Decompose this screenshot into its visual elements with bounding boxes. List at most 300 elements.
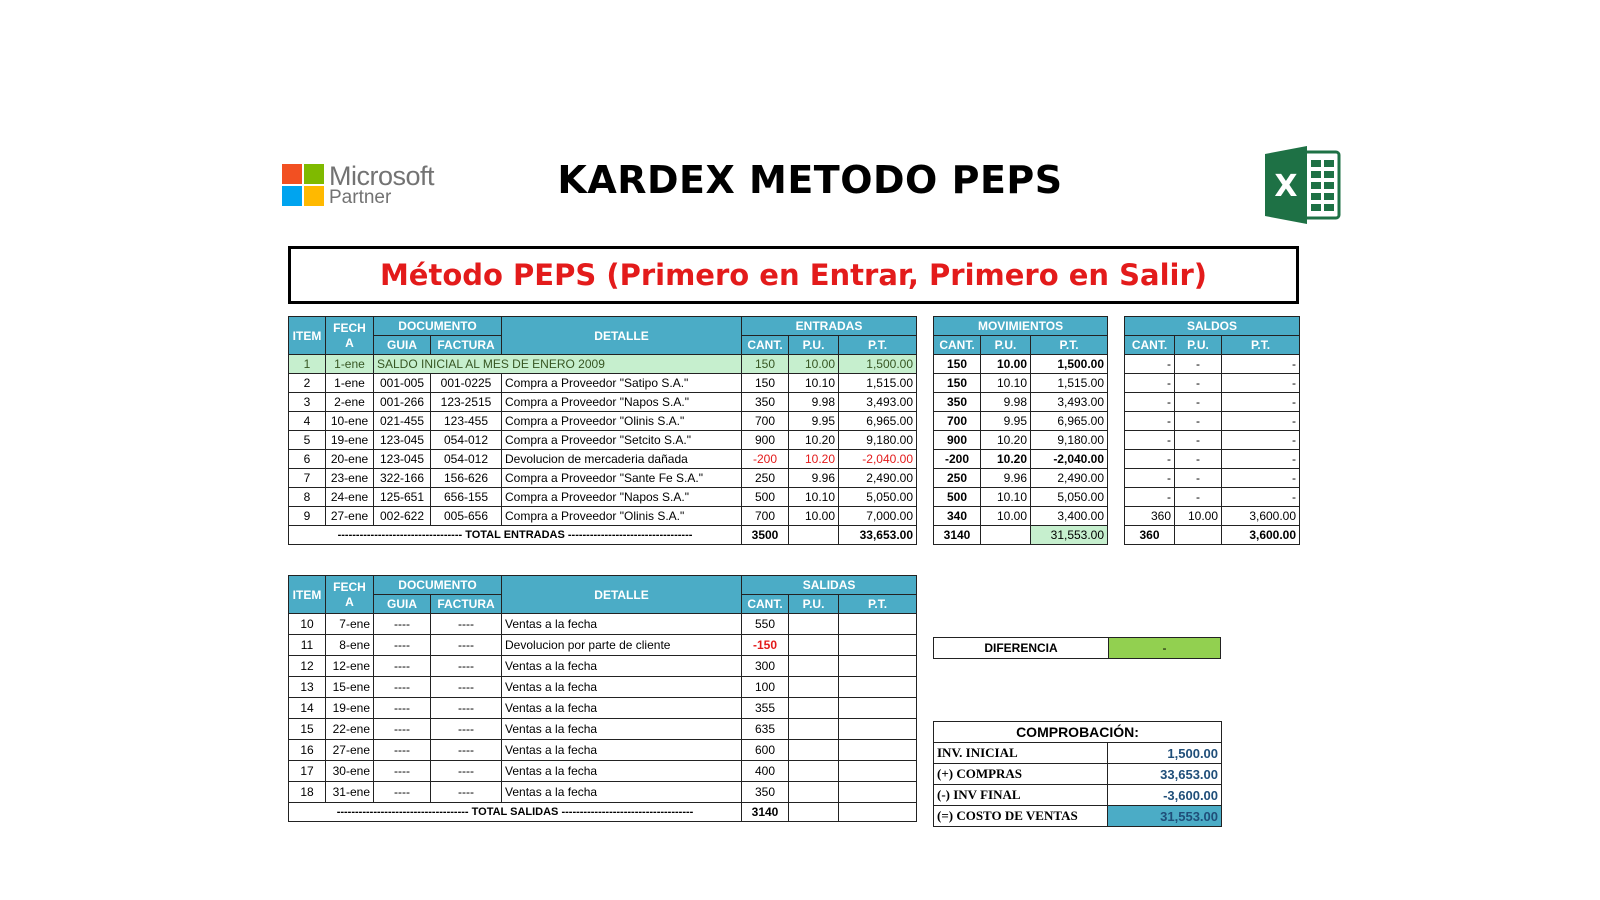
cell-pt: -	[1222, 488, 1300, 507]
cell-pt: 3,493.00	[839, 393, 917, 412]
cell-cant: -	[1125, 488, 1175, 507]
cell-pu: 10.10	[981, 488, 1031, 507]
total-movimientos-cant: 3140	[934, 526, 981, 545]
cell-cant: -150	[742, 635, 789, 656]
cell-pt: 3,400.00	[1031, 507, 1108, 526]
total-entradas-pt: 33,653.00	[839, 526, 917, 545]
cell-pt: -2,040.00	[839, 450, 917, 469]
cell-pt	[839, 782, 917, 803]
cell-pt: -2,040.00	[1031, 450, 1108, 469]
header-pt: P.T.	[1222, 336, 1300, 355]
cell-item: 6	[289, 450, 326, 469]
cell-factura: ----	[431, 761, 502, 782]
comp-label: (-) INV FINAL	[934, 785, 1108, 806]
cell-cant: 635	[742, 719, 789, 740]
header-item: ITEM	[289, 576, 326, 614]
cell-fecha: 27-ene	[326, 740, 374, 761]
table-row	[289, 393, 917, 412]
cell-pt	[839, 677, 917, 698]
cell-guia: 001-266	[374, 393, 431, 412]
cell-guia: 002-622	[374, 507, 431, 526]
cell-pt: 7,000.00	[839, 507, 917, 526]
cell-factura: 123-455	[431, 412, 502, 431]
cell-pu: 10.00	[981, 355, 1031, 374]
cell-cant: -	[1125, 355, 1175, 374]
cell-factura: ----	[431, 635, 502, 656]
table-row	[289, 374, 917, 393]
table-row	[1125, 507, 1300, 526]
cell-cant: 340	[934, 507, 981, 526]
cell-pu	[789, 614, 839, 635]
cell-cant: -	[1125, 431, 1175, 450]
comprobacion-title: COMPROBACIÓN:	[934, 722, 1222, 743]
cell-guia: 123-045	[374, 450, 431, 469]
cell-cant: 150	[934, 355, 981, 374]
cell-fecha: 15-ene	[326, 677, 374, 698]
header-pu: P.U.	[981, 336, 1031, 355]
table-row	[289, 450, 917, 469]
cell-pt: -	[1222, 355, 1300, 374]
cell-fecha: 19-ene	[326, 698, 374, 719]
cell-item: 13	[289, 677, 326, 698]
cell-fecha: 10-ene	[326, 412, 374, 431]
table-row	[1125, 431, 1300, 450]
total-salidas-pt	[839, 803, 917, 822]
cell-detalle: Compra a Proveedor "Napos S.A."	[502, 488, 742, 507]
saldos-table	[1124, 316, 1300, 545]
header-entradas: ENTRADAS	[742, 317, 917, 336]
cell-item: 14	[289, 698, 326, 719]
cell-cant: -200	[742, 450, 789, 469]
salidas-table	[288, 575, 917, 822]
cell-guia: 021-455	[374, 412, 431, 431]
header-fecha: FECH A	[326, 576, 374, 614]
header-pu: P.U.	[1175, 336, 1222, 355]
cell-pu: -	[1175, 412, 1222, 431]
page-title: KARDEX METODO PEPS	[557, 158, 1063, 202]
cell-factura: 123-2515	[431, 393, 502, 412]
entradas-table	[288, 316, 917, 545]
method-banner	[288, 246, 1299, 304]
cell-detalle: Ventas a la fecha	[502, 677, 742, 698]
cell-detalle: SALDO INICIAL AL MES DE ENERO 2009	[374, 355, 742, 374]
cell-cant: 900	[934, 431, 981, 450]
cell-cant: -	[1125, 450, 1175, 469]
cell-pu	[789, 656, 839, 677]
comp-value: 33,653.00	[1108, 764, 1222, 785]
cell-pu: 9.96	[981, 469, 1031, 488]
header-pu: P.U.	[789, 336, 839, 355]
cell-pt: 9,180.00	[839, 431, 917, 450]
cell-detalle: Compra a Proveedor "Sante Fe S.A."	[502, 469, 742, 488]
cell-fecha: 12-ene	[326, 656, 374, 677]
cell-fecha: 2-ene	[326, 393, 374, 412]
cell-pu: 9.96	[789, 469, 839, 488]
cell-cant: -	[1125, 393, 1175, 412]
diferencia-value: -	[1109, 638, 1220, 658]
comp-label: (+) COMPRAS	[934, 764, 1108, 785]
cell-fecha: 22-ene	[326, 719, 374, 740]
comp-label: (=) COSTO DE VENTAS	[934, 806, 1108, 827]
cell-pu	[789, 635, 839, 656]
table-row	[934, 806, 1222, 827]
cell-item: 12	[289, 656, 326, 677]
cell-pt	[839, 719, 917, 740]
table-row	[289, 355, 917, 374]
cell-pt: -	[1222, 374, 1300, 393]
cell-pt: -	[1222, 393, 1300, 412]
cell-cant: 700	[742, 412, 789, 431]
cell-cant: 550	[742, 614, 789, 635]
total-saldos-cant: 360	[1125, 526, 1175, 545]
cell-pt: -	[1222, 450, 1300, 469]
table-row	[1125, 450, 1300, 469]
cell-item: 15	[289, 719, 326, 740]
cell-factura: ----	[431, 719, 502, 740]
cell-fecha: 24-ene	[326, 488, 374, 507]
header-factura: FACTURA	[431, 336, 502, 355]
cell-detalle: Compra a Proveedor "Napos S.A."	[502, 393, 742, 412]
table-row	[289, 412, 917, 431]
cell-pu	[789, 719, 839, 740]
cell-pt: -	[1222, 469, 1300, 488]
banner-text: Método PEPS (Primero en Entrar, Primero en Salir)	[379, 258, 1208, 292]
cell-pt: 6,965.00	[1031, 412, 1108, 431]
table-row	[289, 698, 917, 719]
cell-fecha: 20-ene	[326, 450, 374, 469]
cell-factura: ----	[431, 740, 502, 761]
cell-detalle: Ventas a la fecha	[502, 761, 742, 782]
cell-pu: -	[1175, 450, 1222, 469]
table-row	[934, 450, 1108, 469]
cell-cant: 700	[934, 412, 981, 431]
microsoft-logo-icon	[282, 164, 324, 206]
cell-pu: -	[1175, 355, 1222, 374]
cell-cant: 350	[934, 393, 981, 412]
cell-pt: 2,490.00	[839, 469, 917, 488]
table-row	[934, 488, 1108, 507]
logo-name: Microsoft	[329, 161, 435, 191]
cell-item: 1	[289, 355, 326, 374]
table-row	[289, 656, 917, 677]
cell-guia: 322-166	[374, 469, 431, 488]
cell-cant: 250	[934, 469, 981, 488]
header-movimientos: MOVIMIENTOS	[934, 317, 1108, 336]
cell-guia: ----	[374, 782, 431, 803]
cell-pu	[789, 698, 839, 719]
cell-pt: 3,493.00	[1031, 393, 1108, 412]
cell-cant: 500	[742, 488, 789, 507]
cell-item: 4	[289, 412, 326, 431]
cell-pu: 10.00	[789, 507, 839, 526]
cell-pu	[789, 677, 839, 698]
cell-cant: -	[1125, 469, 1175, 488]
cell-pt: 3,600.00	[1222, 507, 1300, 526]
header-fecha: FECH A	[326, 317, 374, 355]
cell-pu: 10.20	[981, 431, 1031, 450]
cell-factura: ----	[431, 698, 502, 719]
cell-factura: 054-012	[431, 431, 502, 450]
table-row	[289, 740, 917, 761]
cell-detalle: Devolucion de mercaderia dañada	[502, 450, 742, 469]
total-saldos-pu	[1175, 526, 1222, 545]
cell-factura: 054-012	[431, 450, 502, 469]
cell-guia: ----	[374, 656, 431, 677]
cell-factura: ----	[431, 782, 502, 803]
header-documento: DOCUMENTO	[374, 317, 502, 336]
cell-pt	[839, 656, 917, 677]
cell-guia: 123-045	[374, 431, 431, 450]
cell-pu: -	[1175, 431, 1222, 450]
cell-guia: ----	[374, 635, 431, 656]
cell-fecha: 1-ene	[326, 374, 374, 393]
cell-factura: ----	[431, 656, 502, 677]
cell-pt: 9,180.00	[1031, 431, 1108, 450]
cell-pt: 2,490.00	[1031, 469, 1108, 488]
cell-cant: 150	[742, 355, 789, 374]
table-row	[289, 782, 917, 803]
cell-cant: -	[1125, 374, 1175, 393]
cell-detalle: Ventas a la fecha	[502, 782, 742, 803]
cell-pu: 9.98	[981, 393, 1031, 412]
cell-pu: 10.00	[1175, 507, 1222, 526]
cell-fecha: 23-ene	[326, 469, 374, 488]
cell-detalle: Compra a Proveedor "Olinis S.A."	[502, 507, 742, 526]
cell-fecha: 31-ene	[326, 782, 374, 803]
cell-guia: ----	[374, 719, 431, 740]
cell-item: 11	[289, 635, 326, 656]
cell-guia: ----	[374, 761, 431, 782]
cell-cant: 360	[1125, 507, 1175, 526]
cell-cant: 150	[934, 374, 981, 393]
cell-pt	[839, 740, 917, 761]
cell-pt: 5,050.00	[1031, 488, 1108, 507]
comprobacion-table	[933, 721, 1222, 827]
cell-cant: 100	[742, 677, 789, 698]
cell-detalle: Ventas a la fecha	[502, 698, 742, 719]
table-row	[1125, 374, 1300, 393]
header-cant: CANT.	[742, 595, 789, 614]
cell-cant: 500	[934, 488, 981, 507]
cell-guia: ----	[374, 614, 431, 635]
excel-letter: X	[1274, 169, 1298, 204]
cell-cant: 355	[742, 698, 789, 719]
cell-cant: 600	[742, 740, 789, 761]
cell-pu: 10.20	[789, 431, 839, 450]
comp-value: 31,553.00	[1108, 806, 1222, 827]
cell-pu: -	[1175, 393, 1222, 412]
comp-label: INV. INICIAL	[934, 743, 1108, 764]
header-item: ITEM	[289, 317, 326, 355]
total-salidas-pu	[789, 803, 839, 822]
cell-fecha: 8-ene	[326, 635, 374, 656]
total-entradas-label: ---------------------------------- TOTAL ENTRADAS ----------------------------------	[289, 526, 742, 545]
diferencia-label: DIFERENCIA	[934, 638, 1109, 658]
header-guia: GUIA	[374, 595, 431, 614]
cell-guia: ----	[374, 677, 431, 698]
table-row	[934, 507, 1108, 526]
header-pt: P.T.	[839, 336, 917, 355]
header-cant: CANT.	[1125, 336, 1175, 355]
table-row	[934, 785, 1222, 806]
table-row	[289, 507, 917, 526]
cell-cant: -200	[934, 450, 981, 469]
cell-detalle: Ventas a la fecha	[502, 614, 742, 635]
table-row	[1125, 393, 1300, 412]
cell-pt	[839, 698, 917, 719]
header-pu: P.U.	[789, 595, 839, 614]
table-row	[289, 719, 917, 740]
table-row	[934, 743, 1222, 764]
cell-cant: 250	[742, 469, 789, 488]
excel-icon	[1263, 146, 1343, 224]
cell-item: 17	[289, 761, 326, 782]
cell-item: 16	[289, 740, 326, 761]
cell-guia: ----	[374, 698, 431, 719]
table-row	[1125, 488, 1300, 507]
total-movimientos-pu	[981, 526, 1031, 545]
cell-cant: 350	[742, 393, 789, 412]
cell-guia: 125-651	[374, 488, 431, 507]
table-row	[934, 355, 1108, 374]
cell-pu: -	[1175, 469, 1222, 488]
cell-pt	[839, 635, 917, 656]
cell-pu: -	[1175, 374, 1222, 393]
cell-fecha: 7-ene	[326, 614, 374, 635]
cell-pt	[839, 761, 917, 782]
table-row	[289, 614, 917, 635]
total-movimientos-pt: 31,553.00	[1031, 526, 1108, 545]
cell-factura: 156-626	[431, 469, 502, 488]
comp-value: 1,500.00	[1108, 743, 1222, 764]
header-documento: DOCUMENTO	[374, 576, 502, 595]
total-salidas-cant: 3140	[742, 803, 789, 822]
cell-detalle: Devolucion por parte de cliente	[502, 635, 742, 656]
table-row	[1125, 412, 1300, 431]
cell-item: 5	[289, 431, 326, 450]
cell-fecha: 19-ene	[326, 431, 374, 450]
cell-cant: 150	[742, 374, 789, 393]
table-row	[289, 431, 917, 450]
header-saldos: SALDOS	[1125, 317, 1300, 336]
cell-pt: 1,515.00	[1031, 374, 1108, 393]
cell-detalle: Compra a Proveedor "Satipo S.A."	[502, 374, 742, 393]
table-row	[934, 469, 1108, 488]
cell-cant: -	[1125, 412, 1175, 431]
cell-cant: 350	[742, 782, 789, 803]
total-saldos-pt: 3,600.00	[1222, 526, 1300, 545]
cell-pu: 10.20	[789, 450, 839, 469]
table-row	[934, 764, 1222, 785]
header-detalle: DETALLE	[502, 317, 742, 355]
diferencia-box	[933, 637, 1221, 659]
cell-fecha: 27-ene	[326, 507, 374, 526]
movimientos-table	[933, 316, 1108, 545]
cell-item: 2	[289, 374, 326, 393]
table-row	[289, 635, 917, 656]
total-entradas-cant: 3500	[742, 526, 789, 545]
cell-factura: ----	[431, 614, 502, 635]
header-detalle: DETALLE	[502, 576, 742, 614]
total-salidas-row	[289, 803, 917, 822]
table-row	[289, 469, 917, 488]
table-row	[289, 488, 917, 507]
cell-pu: 9.95	[789, 412, 839, 431]
cell-pt: -	[1222, 431, 1300, 450]
total-saldos-row	[1125, 526, 1300, 545]
comp-value: -3,600.00	[1108, 785, 1222, 806]
cell-guia: 001-005	[374, 374, 431, 393]
cell-pu	[789, 740, 839, 761]
microsoft-partner-logo	[282, 161, 452, 208]
cell-pu: 9.98	[789, 393, 839, 412]
header-guia: GUIA	[374, 336, 431, 355]
cell-pu	[789, 782, 839, 803]
cell-pu: 10.10	[789, 374, 839, 393]
total-entradas-pu	[789, 526, 839, 545]
cell-detalle: Ventas a la fecha	[502, 656, 742, 677]
cell-fecha: 30-ene	[326, 761, 374, 782]
table-row	[934, 374, 1108, 393]
cell-guia: ----	[374, 740, 431, 761]
logo-sub: Partner	[329, 187, 392, 208]
header-pt: P.T.	[839, 595, 917, 614]
cell-pu: 10.10	[789, 488, 839, 507]
cell-detalle: Ventas a la fecha	[502, 719, 742, 740]
cell-factura: 656-155	[431, 488, 502, 507]
table-row	[1125, 469, 1300, 488]
header-cant: CANT.	[934, 336, 981, 355]
cell-pu: 9.95	[981, 412, 1031, 431]
cell-item: 9	[289, 507, 326, 526]
total-salidas-label: ------------------------------------ TOTAL SALIDAS ------------------------------------	[289, 803, 742, 822]
table-row	[289, 677, 917, 698]
cell-detalle: Compra a Proveedor "Setcito S.A."	[502, 431, 742, 450]
cell-factura: 001-0225	[431, 374, 502, 393]
cell-pu: -	[1175, 488, 1222, 507]
cell-item: 18	[289, 782, 326, 803]
total-movimientos-row	[934, 526, 1108, 545]
cell-item: 10	[289, 614, 326, 635]
cell-cant: 300	[742, 656, 789, 677]
table-row	[934, 431, 1108, 450]
cell-pt: 6,965.00	[839, 412, 917, 431]
table-row	[1125, 355, 1300, 374]
cell-cant: 700	[742, 507, 789, 526]
cell-pu: 10.20	[981, 450, 1031, 469]
cell-pt	[839, 614, 917, 635]
table-row	[934, 393, 1108, 412]
cell-detalle: Ventas a la fecha	[502, 740, 742, 761]
header-cant: CANT.	[742, 336, 789, 355]
cell-factura: ----	[431, 677, 502, 698]
cell-pt: 1,515.00	[839, 374, 917, 393]
header-pt: P.T.	[1031, 336, 1108, 355]
cell-fecha: 1-ene	[326, 355, 374, 374]
cell-detalle: Compra a Proveedor "Olinis S.A."	[502, 412, 742, 431]
total-entradas-row	[289, 526, 917, 545]
cell-item: 3	[289, 393, 326, 412]
cell-pu: 10.10	[981, 374, 1031, 393]
cell-pu: 10.00	[789, 355, 839, 374]
cell-pt: 5,050.00	[839, 488, 917, 507]
cell-pt: 1,500.00	[1031, 355, 1108, 374]
table-row	[934, 412, 1108, 431]
cell-item: 8	[289, 488, 326, 507]
cell-pt: -	[1222, 412, 1300, 431]
header-factura: FACTURA	[431, 595, 502, 614]
cell-item: 7	[289, 469, 326, 488]
